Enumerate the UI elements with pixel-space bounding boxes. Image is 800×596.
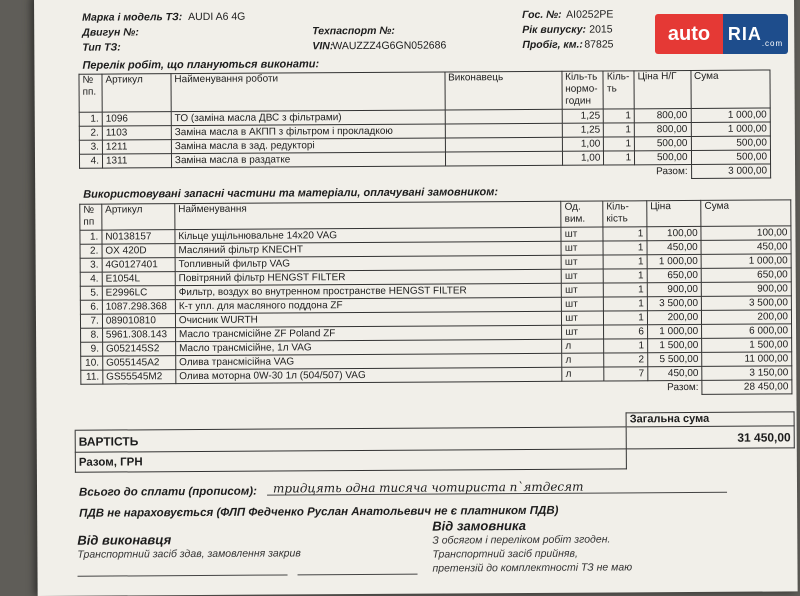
row-no: 9.	[81, 342, 103, 356]
row-article: G055145A2	[103, 356, 176, 370]
row-executor	[445, 109, 562, 124]
works-total-value: 3 000,00	[691, 164, 771, 178]
row-no: 11.	[81, 370, 103, 384]
row-qty: 7	[604, 367, 648, 381]
row-qty: 1	[603, 241, 647, 255]
row-work-name: Заміна масла в раздатке	[171, 152, 445, 168]
row-unit: шт	[561, 255, 603, 269]
row-part-name: Масло трансмісійне ZF Poland ZF	[175, 325, 561, 341]
row-sum: 11 000,00	[702, 352, 792, 367]
row-no: 2.	[80, 244, 102, 258]
row-qty: 1	[603, 255, 647, 269]
row-unit: шт	[562, 325, 604, 339]
row-part-name: Олива моторна 0W-30 1л (504/507) VAG	[176, 367, 562, 383]
cost-value: 31 450,00	[626, 426, 794, 449]
row-hours: 1,00	[562, 137, 604, 151]
executor-title: Від виконавця	[77, 532, 172, 548]
col-qty: Кіль-кість	[603, 201, 647, 227]
row-article: GS55545M2	[103, 370, 176, 384]
row-price: 1 000,00	[647, 254, 701, 268]
row-no: 8.	[81, 328, 103, 342]
col-article: Артикул	[102, 204, 175, 230]
col-sum: Сума	[690, 70, 770, 108]
row-qty: 1	[603, 297, 647, 311]
row-qty: 6	[604, 325, 648, 339]
row-unit: шт	[562, 297, 604, 311]
row-part-name: Масло трансмісійне, 1л VAG	[176, 339, 562, 355]
mileage-label: Пробіг, км.:	[522, 38, 583, 52]
gov-number-label: Гос. №:	[522, 8, 562, 22]
row-no: 3.	[80, 258, 102, 272]
row-no: 1.	[80, 230, 102, 244]
col-no: № пп.	[79, 74, 102, 112]
customer-title: Від замовника	[432, 518, 526, 534]
mileage-value: 87825	[584, 38, 614, 51]
row-article: 1103	[102, 126, 171, 140]
col-sum: Сума	[701, 200, 791, 227]
col-work-name: Найменування роботи	[171, 72, 445, 112]
col-qty: Кіль-ть	[603, 71, 634, 109]
executor-signature-line	[78, 574, 288, 576]
row-no: 7.	[80, 314, 102, 328]
row-sum: 3 150,00	[702, 366, 792, 381]
row-no: 3.	[79, 140, 102, 154]
row-work-name: ТО (заміна масла ДВС з фільтрами)	[171, 110, 445, 126]
passport-label: Техпаспорт №:	[312, 24, 395, 38]
row-qty: 1	[603, 311, 647, 325]
row-unit: шт	[561, 269, 603, 283]
row-sum: 450,00	[701, 240, 791, 255]
row-unit: шт	[561, 241, 603, 255]
row-qty: 1	[604, 123, 635, 137]
row-hours: 1,25	[562, 109, 604, 123]
vin-value: WAUZZZ4G6GN052686	[332, 39, 447, 53]
works-total-label: Разом:	[656, 166, 688, 178]
row-price: 1 500,00	[647, 338, 701, 352]
row-article: 089010810	[102, 314, 175, 328]
row-sum: 500,00	[691, 136, 771, 150]
row-work-name: Заміна масла в зад. редукторі	[171, 138, 445, 154]
col-hours: Кіль-ть нормо-годин	[562, 71, 604, 109]
model-label: Марка і модель ТЗ:	[82, 11, 183, 24]
row-qty: 1	[604, 339, 648, 353]
row-hours: 1,25	[562, 123, 604, 137]
row-article: 5961.308.143	[102, 328, 175, 342]
row-article: 1087.298.368	[102, 300, 175, 314]
customer-text-1: З обсягом і переліком робіт згоден.	[432, 533, 611, 547]
row-hours: 1,00	[562, 151, 604, 165]
row-rate: 500,00	[635, 150, 691, 164]
row-unit: шт	[562, 311, 604, 325]
row-price: 5 500,00	[648, 352, 702, 366]
works-title: Перелік робіт, що плануються виконати:	[82, 58, 320, 72]
customer-text-2: Транспортний засіб прийняв,	[432, 547, 578, 561]
logo-ria-text: RIA	[727, 23, 762, 44]
row-sum: 6 000,00	[702, 324, 792, 339]
row-part-name: Топливный фильтр VAG	[175, 255, 561, 271]
row-sum: 1 000,00	[691, 108, 771, 122]
model-value: AUDI A6 4G	[188, 10, 246, 24]
row-price: 900,00	[647, 282, 701, 296]
autoria-logo	[655, 14, 788, 54]
row-qty: 1	[604, 109, 635, 123]
row-rate: 800,00	[634, 122, 690, 136]
grand-total-label: Загальна сума	[626, 412, 794, 427]
parts-title: Використовувані запасні частини та матеріали, оплачувані замовником:	[83, 186, 499, 201]
row-article: G052145S2	[102, 342, 175, 356]
vin-label: VIN:	[312, 40, 334, 53]
amount-in-words-label: Всього до сплати (прописом):	[78, 485, 257, 499]
row-price: 200,00	[647, 310, 701, 324]
row-executor	[445, 137, 562, 152]
row-article: 4G0127401	[102, 258, 175, 272]
row-part-name: Повітряний фільтр HENGST FILTER	[175, 269, 561, 285]
row-sum: 1 000,00	[691, 122, 771, 136]
logo-ria	[723, 14, 788, 54]
row-no: 2.	[79, 126, 102, 140]
gov-number-value: AI0252PE	[566, 8, 614, 21]
customer-text-3: претензій до комплектності ТЗ не маю	[432, 561, 633, 575]
row-sum: 3 500,00	[702, 296, 792, 311]
row-article: N0138157	[102, 230, 175, 244]
row-qty: 1	[603, 227, 647, 241]
row-no: 4.	[80, 272, 102, 286]
uah-label: Разом, ГРН	[75, 449, 626, 472]
row-price: 3 500,00	[647, 296, 701, 310]
vat-note: ПДВ не нараховується (ФЛП Федченко Руслан Анатольевич не є платником ПДВ)	[79, 504, 559, 520]
row-no: 6.	[80, 300, 102, 314]
parts-total-label: Разом:	[667, 382, 699, 394]
parts-total-value: 28 450,00	[702, 380, 792, 395]
vehicle-type-label: Тип ТЗ:	[82, 41, 121, 54]
year-value: 2015	[589, 23, 613, 36]
row-unit: шт	[562, 283, 604, 297]
row-unit: л	[562, 339, 604, 353]
col-price: Ціна	[647, 200, 701, 226]
row-sum: 500,00	[691, 150, 771, 164]
col-executor: Виконавець	[445, 71, 562, 110]
executor-text: Транспортний засіб здав, замовлення закрив	[77, 547, 301, 561]
row-part-name: Масляний фільтр KNECHT	[175, 241, 561, 257]
row-qty: 1	[604, 137, 635, 151]
row-article: E2996LC	[102, 286, 175, 300]
row-qty: 2	[604, 353, 648, 367]
row-sum: 1 000,00	[701, 254, 791, 269]
row-qty: 1	[604, 151, 635, 165]
row-executor	[445, 151, 562, 166]
row-part-name: Фильтр, воздух во внутренном пространстве HENGST FILTER	[175, 283, 561, 299]
logo-auto: auto	[655, 14, 723, 54]
amount-in-words-value: тридцять одна тисяча чотириста п`ятдесят	[272, 479, 584, 496]
row-price: 650,00	[647, 268, 701, 282]
engine-label: Двигун №:	[82, 26, 139, 39]
row-unit: шт	[561, 227, 603, 241]
works-header-row	[79, 70, 770, 112]
row-qty: 1	[603, 269, 647, 283]
cost-label: ВАРТІСТЬ	[75, 427, 626, 452]
row-sum: 650,00	[701, 268, 791, 283]
row-qty: 1	[603, 283, 647, 297]
row-article: 1211	[102, 140, 171, 154]
row-article: OX 420D	[102, 244, 175, 258]
row-price: 450,00	[647, 240, 701, 254]
row-part-name: К-т упл. для масляного поддона ZF	[175, 297, 561, 313]
row-unit: л	[562, 353, 604, 367]
row-article: 1311	[102, 154, 171, 168]
row-sum: 100,00	[701, 226, 791, 241]
year-label: Рік випуску:	[522, 23, 587, 37]
row-rate: 800,00	[634, 108, 690, 122]
row-sum: 200,00	[702, 310, 792, 325]
row-executor	[445, 123, 562, 138]
works-table	[78, 70, 771, 183]
row-sum: 900,00	[701, 282, 791, 297]
row-price: 100,00	[647, 226, 701, 240]
row-no: 10.	[81, 356, 103, 370]
col-rate: Ціна Н/Г	[634, 70, 691, 108]
summary-table	[75, 411, 795, 472]
row-unit: л	[562, 367, 604, 381]
parts-table	[79, 199, 792, 398]
row-part-name: Олива трансмісійна VAG	[176, 353, 562, 369]
row-work-name: Заміна масла в АКПП з фільтром і прокладкою	[171, 124, 445, 140]
row-price: 450,00	[648, 366, 702, 380]
executor-date-line	[298, 574, 418, 576]
logo-com: .com	[761, 39, 784, 48]
col-article: Артикул	[102, 74, 171, 112]
row-no: 4.	[79, 154, 102, 168]
row-price: 1 000,00	[647, 324, 701, 338]
row-rate: 500,00	[634, 136, 690, 150]
col-part-name: Найменування	[175, 201, 561, 229]
row-part-name: Очисник WURTH	[175, 311, 561, 327]
row-sum: 1 500,00	[702, 338, 792, 353]
row-part-name: Кільце ущільнювальне 14х20 VAG	[175, 227, 561, 243]
row-no: 1.	[79, 112, 102, 126]
row-article: E1054L	[102, 272, 175, 286]
col-no: № пп	[80, 204, 102, 230]
row-article: 1096	[102, 112, 171, 126]
col-unit: Од. вим.	[561, 201, 603, 227]
row-no: 5.	[80, 286, 102, 300]
work-order-paper	[34, 0, 798, 596]
